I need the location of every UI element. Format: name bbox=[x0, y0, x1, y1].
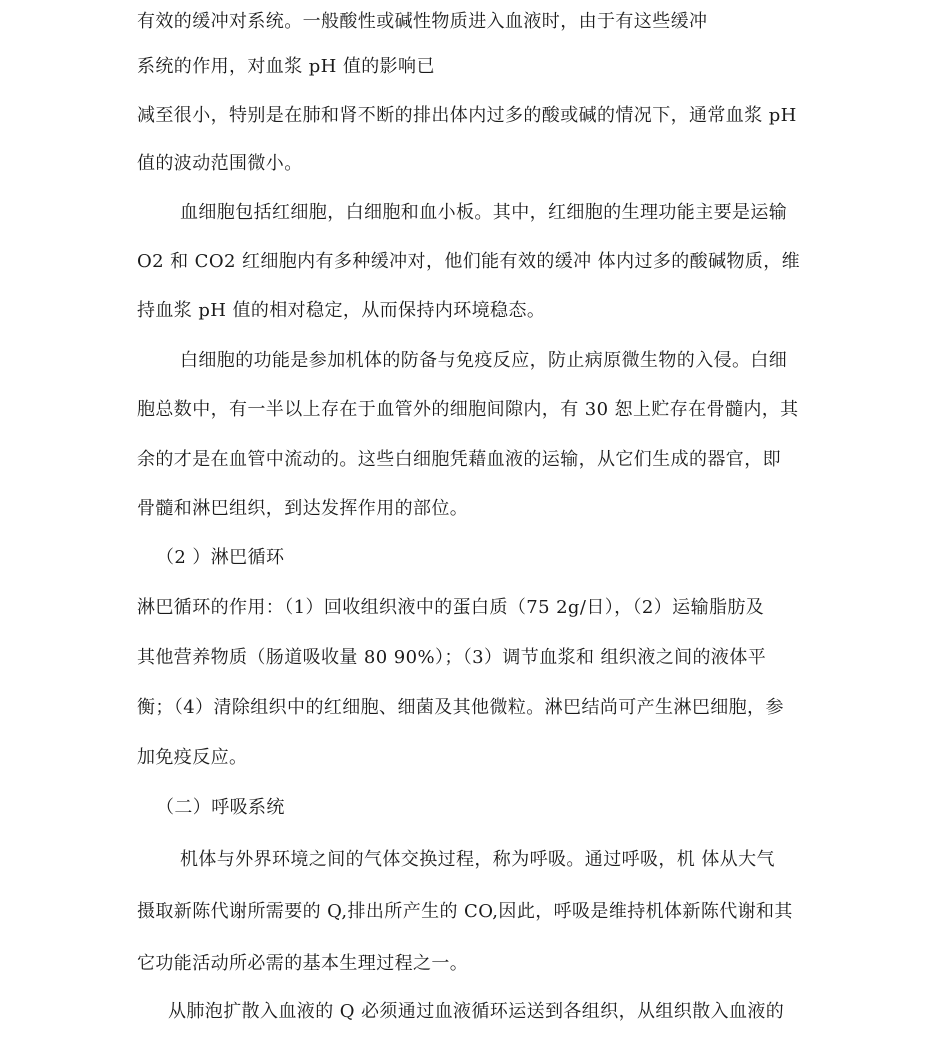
paragraph-line: 其他营养物质（肠道吸收量 80 90%）；（3）调节血浆和 组织液之间的液体平 bbox=[137, 647, 767, 668]
paragraph-line: 加免疫反应。 bbox=[137, 747, 248, 768]
paragraph-line: 淋巴循环的作用：（1）回收组织液中的蛋白质（75 2g/日），（2）运输脂肪及 bbox=[137, 597, 765, 618]
paragraph-line: 衡；（4）清除组织中的红细胞、细菌及其他微粒。淋巴结尚可产生淋巴细胞，参 bbox=[137, 697, 784, 718]
paragraph-line: 从肺泡扩散入血液的 Q 必须通过血液循环运送到各组织，从组织散入血液的 bbox=[168, 1001, 785, 1022]
paragraph-line: 机体与外界环境之间的气体交换过程，称为呼吸。通过呼吸，机 体从大气 bbox=[180, 849, 775, 870]
paragraph-line: 持血浆 pH 值的相对稳定，从而保持内环境稳态。 bbox=[137, 300, 546, 321]
paragraph-line: 值的波动范围微小。 bbox=[137, 153, 303, 174]
paragraph-line: 它功能活动所必需的基本生理过程之一。 bbox=[137, 953, 469, 974]
paragraph-line: 胞总数中，有一半以上存在于血管外的细胞间隙内，有 30 恕上贮存在骨髓内，其 bbox=[137, 399, 799, 420]
paragraph-line: 减至很小，特别是在肺和肾不断的排出体内过多的酸或碱的情况下，通常血浆 pH bbox=[137, 105, 797, 126]
paragraph-line: 有效的缓冲对系统。一般酸性或碱性物质进入血液时，由于有这些缓冲 bbox=[137, 11, 708, 32]
paragraph-line: 余的才是在血管中流动的。这些白细胞凭藉血液的运输，从它们生成的器官，即 bbox=[137, 449, 781, 470]
paragraph-line: O2 和 CO2 红细胞内有多种缓冲对，他们能有效的缓冲 体内过多的酸碱物质，维 bbox=[137, 251, 801, 272]
paragraph-line: 白细胞的功能是参加机体的防备与免疫反应，防止病原微生物的入侵。白细 bbox=[180, 350, 788, 371]
paragraph-line: 系统的作用，对血浆 pH 值的影响已 bbox=[137, 56, 435, 77]
section-heading: （二）呼吸系统 bbox=[156, 797, 285, 818]
section-heading: （2 ）淋巴循环 bbox=[156, 547, 285, 568]
paragraph-line: 摄取新陈代谢所需要的 Q,排出所产生的 CO,因此，呼吸是维持机体新陈代谢和其 bbox=[137, 901, 793, 922]
paragraph-line: 骨髓和淋巴组织，到达发挥作用的部位。 bbox=[137, 498, 469, 519]
paragraph-line: 血细胞包括红细胞，白细胞和血小板。其中，红细胞的生理功能主要是运输 bbox=[180, 202, 788, 223]
